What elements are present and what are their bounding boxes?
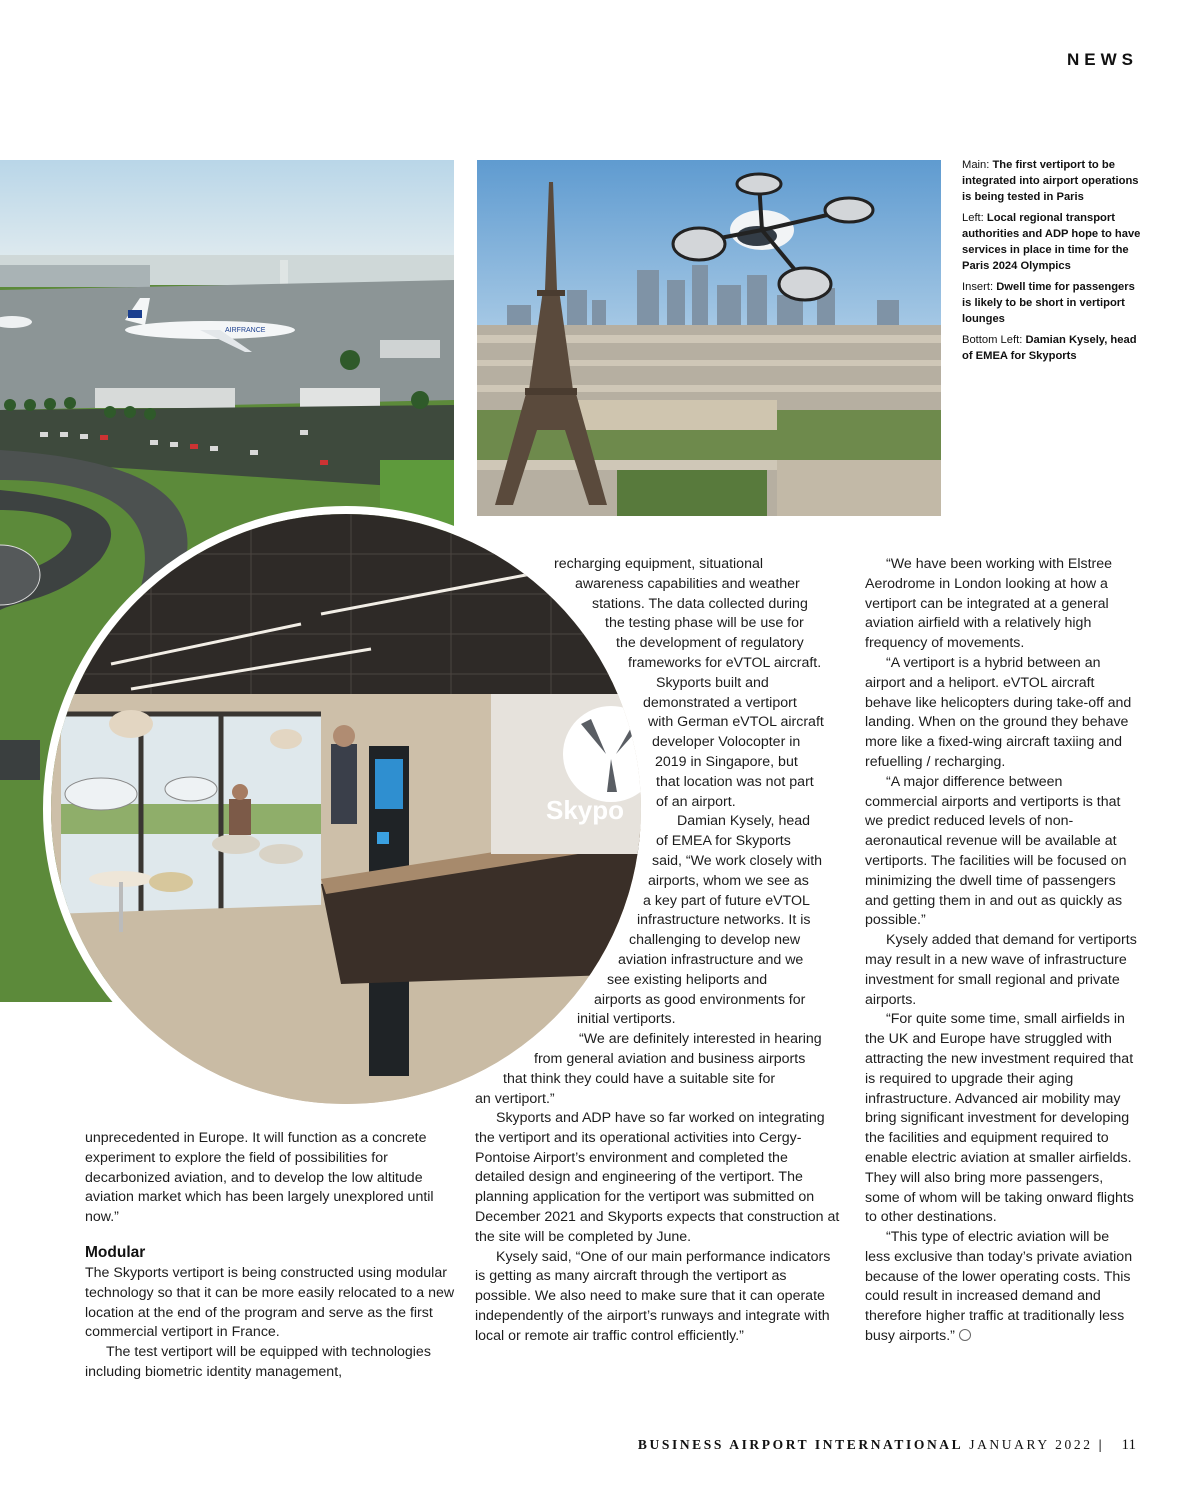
text-line: infrastructure networks. It is	[637, 912, 811, 929]
section-label: NEWS	[1067, 50, 1138, 69]
text-line: of EMEA for Skyports	[656, 833, 791, 850]
caption-main: Main: The first vertiport to be integrated into airport operations is being tested in Paris	[962, 159, 1139, 203]
text-line: airports, whom we see as	[648, 872, 809, 889]
caption-left: Left: Local regional transport authorities and ADP hope to have services in place in time for the Paris 2024 Olympics	[962, 212, 1141, 272]
text-line: recharging equipment, situational	[554, 556, 764, 572]
plane-livery-text: AIRFRANCE	[225, 327, 266, 334]
text-line: a key part of future eVTOL	[643, 892, 810, 909]
paragraph: unprecedented in Europe. It will function as a concrete experiment to explore the field of possibilities for decarbonized aviation, and to develop the low altitude aviation market which has been largely unexplored until now.”	[85, 1130, 434, 1226]
text-line: that location was not part	[656, 773, 814, 790]
text-line: airports as good environments for	[594, 991, 806, 1008]
paragraph: The Skyports vertiport is being constructed using modular technology so that it can be more easily relocated to a new location at the end of the program and serve as the first commercial vertiport in France.	[85, 1264, 455, 1341]
text-line: the testing phase will be use for	[605, 615, 804, 632]
text-line: stations. The data collected during	[592, 595, 808, 612]
text-line: developer Volocopter in	[652, 734, 801, 751]
text-line: said, “We work closely with	[652, 852, 823, 869]
paragraph: “A vertiport is a hybrid between an airport and a heliport. eVTOL aircraft behave like helicopters during take-off and landing. When on the ground they behave more like a fixed-wing aircraft taxiing and refuelling / recharging.	[865, 654, 1132, 770]
text-line: “We are definitely interested in hearing	[579, 1031, 822, 1048]
end-of-article-icon	[959, 1329, 971, 1341]
paragraph-final	[865, 1228, 1137, 1347]
paragraph: “For quite some time, small airfields in the UK and Europe have struggled with attracting the new investment required that is required to upgrade their aging infrastructure. Advanced air mobility may bring significant investment for developing the facilities and equipment required to enable electric aviation at smaller airfields. They will also bring more passengers, some of whom will be taking onward flights to other destinations.	[865, 1011, 1134, 1226]
text-line: initial vertiports.	[577, 1011, 676, 1028]
text-line: challenging to develop new	[629, 932, 801, 949]
publication-name: BUSINESS AIRPORT INTERNATIONAL	[637, 1437, 964, 1452]
text-line: awareness capabilities and weather	[575, 575, 800, 592]
article-column-2	[475, 1109, 841, 1347]
article-column-1	[85, 1129, 457, 1383]
paragraph: “We have been working with Elstree Aerodrome in London looking at how a vertiport can be integrated at a general aviation airfield with a relatively high frequency of movements.	[865, 556, 1113, 652]
text-line: aviation infrastructure and we	[618, 951, 804, 968]
vertiport-lounge-illustration	[51, 514, 641, 1104]
text-line: that think they could have a suitable site for	[503, 1070, 776, 1087]
paragraph: Kysely said, “One of our main performance indicators is getting as many aircraft through the vertiport as possible. We also need to make sure that it can operate independently of the airport’s runways and integrate with local or remote air traffic control efficiently.”	[475, 1248, 831, 1344]
page-footer	[638, 1437, 1136, 1454]
paragraph: The test vertiport will be equipped with technologies including biometric identity management,	[85, 1344, 431, 1380]
text-line: 2019 in Singapore, but	[655, 753, 798, 770]
text-line: see existing heliports and	[607, 971, 768, 988]
paris-evtol-photo	[477, 160, 941, 516]
text-line: with German eVTOL aircraft	[648, 714, 824, 731]
text-line: Skyports built and	[656, 674, 769, 691]
page-number: 11	[1121, 1437, 1136, 1453]
article-column-3	[865, 555, 1137, 1347]
caption-insert: Insert: Dwell time for passengers is likely to be short in vertiport lounges	[962, 281, 1135, 325]
paragraph: Skyports and ADP have so far worked on integrating the vertiport and its operational activities into Cergy-Pontoise Airport’s environment and completed the detailed design and engineering of the vertiport. The planning application for the vertiport was submitted on December 2021 and Skyports expects that construction at the site will be completed by June.	[475, 1110, 840, 1245]
paragraph: “A major difference between commercial airports and vertiports is that we predict reduced levels of non-aeronautical revenue will be available at vertiports. The facilities will be focused on minimizing the dwell time of passengers and getting them in and out as quickly as possible.”	[865, 773, 1127, 929]
paragraph-text: “This type of electric aviation will be less exclusive than today’s private aviation because of the lower operating costs. This could result in increased demand and therefore higher traffic at traditionally less busy airports.”	[865, 1229, 1133, 1345]
text-line: Damian Kysely, head	[677, 813, 811, 830]
article-column-2-wrap	[475, 555, 844, 1109]
text-line: demonstrated a vertiport	[643, 694, 797, 711]
text-line: an vertiport.”	[475, 1090, 555, 1107]
subheading-modular: Modular	[85, 1243, 146, 1261]
text-line: frameworks for eVTOL aircraft.	[628, 654, 822, 671]
paragraph: Kysely added that demand for vertiports may result in a new wave of infrastructure investment for small regional and private airports.	[865, 932, 1137, 1008]
paris-evtol-illustration	[477, 160, 941, 516]
photo-captions	[962, 157, 1142, 369]
footer-separator: |	[1098, 1437, 1102, 1452]
text-line: the development of regulatory	[616, 635, 804, 652]
skyports-wall-logo: Skypo	[546, 795, 625, 825]
caption-bottom-left: Bottom Left: Damian Kysely, head of EMEA for Skyports	[962, 334, 1137, 362]
issue-date: JANUARY 2022	[969, 1437, 1093, 1452]
text-line: of an airport.	[656, 793, 736, 810]
text-line: from general aviation and business airports	[534, 1050, 806, 1067]
